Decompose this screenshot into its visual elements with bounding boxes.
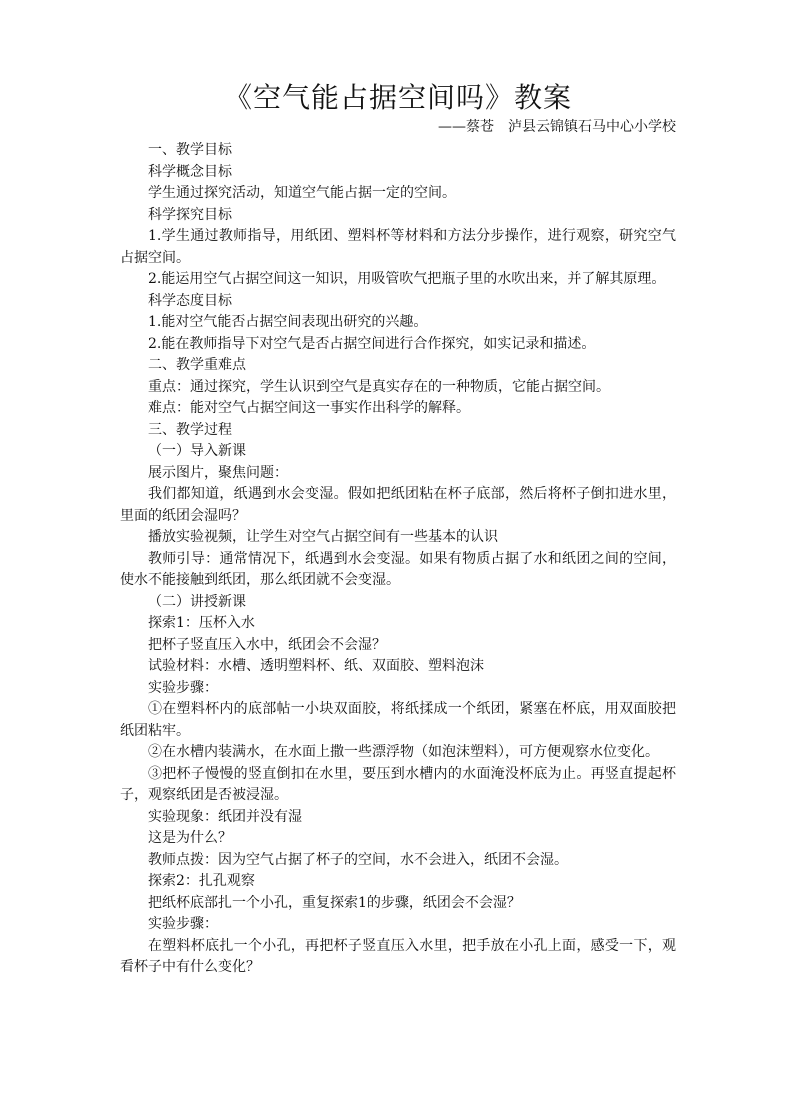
paragraph: 实验现象：纸团并没有湿 [148, 808, 302, 825]
paragraph: ②在水槽内装满水，在水面上撒一些漂浮物（如泡沫塑料），可方便观察水位变化。 [148, 744, 659, 760]
document-body [120, 140, 676, 979]
paragraph: 1.学生通过教师指导，用纸团、塑料杯等材料和方法分步操作，进行观察，研究空气占据空间。 [120, 228, 676, 266]
paragraph: 探索1：压杯入水 [148, 615, 255, 631]
author-line: ——蔡苍 泸县云锦镇石马中心小学校 [438, 119, 676, 135]
paragraph: 1.能对空气能否占据空间表现出研究的兴趣。 [148, 314, 428, 330]
subsection-heading: （一）导入新课 [148, 443, 246, 459]
paragraph: 2.能运用空气占据空间这一知识，用吸管吹气把瓶子里的水吹出来，并了解其原理。 [148, 271, 666, 287]
paragraph: 播放实验视频，让学生对空气占据空间有一些基本的认识 [148, 529, 498, 545]
paragraph: 学生通过探究活动，知道空气能占据一定的空间。 [148, 185, 456, 201]
section-heading: 三、教学过程 [148, 421, 232, 438]
paragraph: 2.能在教师指导下对空气是否占据空间进行合作探究，如实记录和描述。 [148, 335, 596, 352]
paragraph: 展示图片，聚焦问题： [148, 464, 288, 481]
paragraph: 探索2：扎孔观察 [148, 873, 255, 889]
paragraph: 这是为什么？ [148, 830, 232, 846]
section-heading: 二、教学重难点 [148, 357, 246, 373]
paragraph: 难点：能对空气占据空间这一事实作出科学的解释。 [148, 400, 470, 416]
paragraph: 在塑料杯底扎一个小孔，再把杯子竖直压入水里，把手放在小孔上面，感受一下，观看杯子中有什么变化？ [120, 937, 676, 975]
paragraph: 重点：通过探究，学生认识到空气是真实存在的一种物质，它能占据空间。 [148, 378, 610, 395]
paragraph: 教师点拨：因为空气占据了杯子的空间，水不会进入，纸团不会湿。 [148, 851, 568, 868]
paragraph: 我们都知道，纸遇到水会变湿。假如把纸团粘在杯子底部，然后将杯子倒扣进水里，里面的纸团会湿吗？ [120, 486, 676, 524]
section-heading: 一、教学目标 [148, 142, 232, 158]
paragraph: 实验步骤： [148, 679, 218, 696]
subsection-heading: 科学概念目标 [148, 163, 232, 180]
paragraph: 教师引导：通常情况下，纸遇到水会变湿。如果有物质占据了水和纸团之间的空间，使水不能接触到纸团，那么纸团就不会变湿。 [120, 550, 676, 588]
subsection-heading: 科学探究目标 [148, 206, 232, 223]
document-page [120, 80, 676, 979]
document-title: 《空气能占据空间吗》教案 [223, 81, 572, 114]
paragraph: ③把杯子慢慢的竖直倒扣在水里，要压到水槽内的水面淹没杯底为止。再竖直提起杯子，观察纸团是否被浸湿。 [120, 765, 676, 803]
subsection-heading: （二）讲授新课 [148, 593, 246, 610]
paragraph: 把杯子竖直压入水中，纸团会不会湿？ [148, 636, 386, 653]
subsection-heading: 科学态度目标 [148, 292, 232, 309]
paragraph: 试验材料：水槽、透明塑料杯、纸、双面胶、塑料泡沫 [148, 658, 484, 674]
paragraph: 实验步骤： [148, 916, 218, 932]
paragraph: ①在塑料杯内的底部帖一小块双面胶，将纸揉成一个纸团，紧塞在杯底，用双面胶把纸团粘牢。 [120, 701, 676, 739]
paragraph: 把纸杯底部扎一个小孔，重复探索1的步骤，纸团会不会湿？ [148, 894, 521, 911]
